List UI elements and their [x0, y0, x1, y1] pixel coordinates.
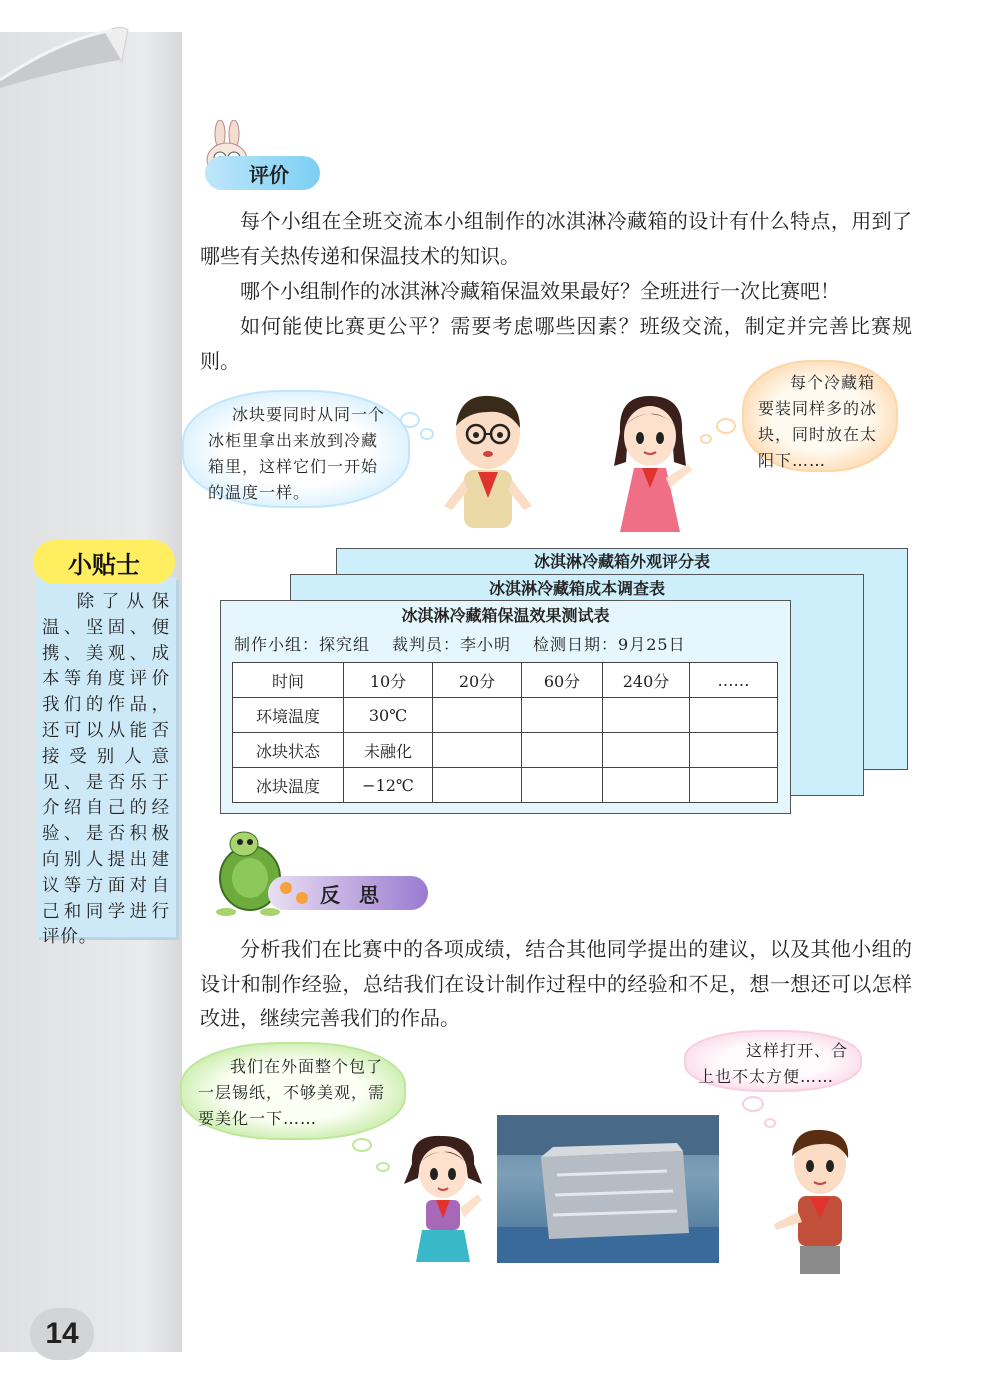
table-header-cell: 20分: [433, 663, 522, 698]
bubble-dot: [376, 1162, 390, 1172]
girl-with-pigtails-illustration: [398, 1134, 488, 1274]
bubble-dot: [700, 434, 712, 444]
evaluation-heading-text: 评价: [249, 162, 289, 187]
table-cell: [690, 733, 778, 768]
table-row: [233, 768, 778, 803]
table-cell: 未融化: [344, 733, 433, 768]
table-header-cell: 时间: [233, 663, 344, 698]
speech-bubble-boy-2: 这样打开、合上也不太方便……: [684, 1030, 862, 1092]
form-title-appearance: 冰淇淋冷藏箱外观评分表: [533, 552, 710, 571]
evaluation-paragraph-3: 如何能使比赛更公平？需要考虑哪些因素？班级交流，制定并完善比赛规则。: [200, 314, 912, 373]
table-header-cell: 60分: [522, 663, 603, 698]
table-cell: [522, 768, 603, 803]
page-number: 14: [30, 1308, 94, 1360]
bubble-dot: [716, 418, 736, 434]
table-cell: [603, 733, 690, 768]
table-cell: [522, 698, 603, 733]
table-cell: [690, 768, 778, 803]
paw-prints-icon: [276, 878, 316, 908]
table-cell: 冰块状态: [233, 733, 344, 768]
evaluation-paragraph-2: 哪个小组制作的冰淇淋冷藏箱保温效果最好？全班进行一次比赛吧！: [240, 279, 840, 303]
table-cell: [603, 698, 690, 733]
bubble-dot: [742, 1096, 764, 1112]
form-meta-line: [234, 632, 794, 655]
bubble-dot: [400, 412, 420, 428]
table-cell: 冰块温度: [233, 768, 344, 803]
foil-box-photo: [497, 1115, 719, 1263]
speech-bubble-girl-1: 每个冷藏箱要装同样多的冰块，同时放在太阳下……: [742, 360, 898, 472]
section-heading-evaluation: [205, 156, 320, 190]
page-curl-icon: [0, 0, 190, 90]
table-cell: [690, 698, 778, 733]
form-title-cost: 冰淇淋冷藏箱成本调查表: [488, 579, 665, 598]
tip-title: 小贴士: [33, 540, 175, 584]
table-cell: [433, 733, 522, 768]
bubble-dot: [420, 428, 434, 440]
form-meta-date: 检测日期：9月25日: [533, 635, 686, 654]
table-cell: 30℃: [344, 698, 433, 733]
table-header-cell: 10分: [344, 663, 433, 698]
table-cell: [522, 733, 603, 768]
reflection-heading-text: 反 思: [320, 882, 385, 907]
form-title-insulation: 冰淇淋冷藏箱保温效果测试表: [401, 606, 610, 625]
evaluation-paragraph-1: 每个小组在全班交流本小组制作的冰淇淋冷藏箱的设计有什么特点，用到了哪些有关热传递和保温技术的知识。: [200, 209, 912, 268]
table-cell: [603, 768, 690, 803]
insulation-test-table: [232, 662, 778, 803]
table-header-cell: ……: [690, 663, 778, 698]
form-meta-judge: 裁判员：李小明: [392, 635, 512, 654]
table-header-row: [233, 663, 778, 698]
foil-box-icon: [497, 1115, 719, 1263]
girl-pointing-illustration: [600, 392, 700, 542]
boy-with-glasses-illustration: [438, 388, 538, 538]
speech-bubble-boy-1: 冰块要同时从同一个冰柜里拿出来放到冷藏箱里，这样它们一开始的温度一样。: [182, 390, 410, 508]
table-cell: −12℃: [344, 768, 433, 803]
table-cell: [433, 698, 522, 733]
form-meta-group: 制作小组：探究组: [234, 635, 371, 654]
bubble-dot: [352, 1138, 372, 1152]
reflection-paragraph: 分析我们在比赛中的各项成绩，结合其他同学提出的建议，以及其他小组的设计和制作经验，总结我们在设计制作过程中的经验和不足，想一想还可以怎样改进，继续完善我们的作品。: [200, 937, 912, 1030]
table-row: [233, 733, 778, 768]
boy-pointing-illustration: [768, 1122, 868, 1278]
tip-text: 除了从保温、坚固、便携、美观、成本等角度评价我们的作品，还可以从能否接受别人意见、是否乐于介绍自己的经验、是否积极向别人提出建议等方面对自己和同学进行评价。: [42, 592, 170, 948]
speech-bubble-girl-2: 我们在外面整个包了一层锡纸，不够美观，需要美化一下……: [180, 1042, 406, 1140]
table-header-cell: 240分: [603, 663, 690, 698]
table-row: [233, 698, 778, 733]
table-cell: [433, 768, 522, 803]
table-cell: 环境温度: [233, 698, 344, 733]
